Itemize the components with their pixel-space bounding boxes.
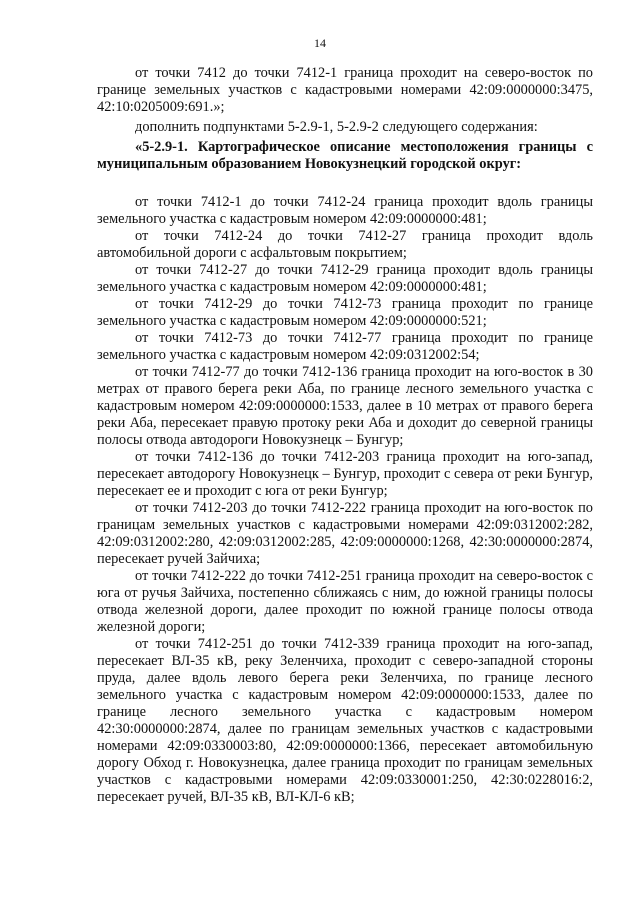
paragraph-segment-4: от точки 7412-29 до точки 7412-73 граница проходит по границе земельного участка с кадастровым номером 42:09:0000000:521;	[97, 296, 593, 329]
paragraph-segment-2: от точки 7412-24 до точки 7412-27 граница проходит вдоль автомобильной дороги с асфальтовым покрытием;	[97, 228, 593, 261]
paragraph-segment-1: от точки 7412-1 до точки 7412-24 граница проходит вдоль границы земельного участка с кадастровым номером 42:09:0000000:481;	[97, 194, 593, 227]
paragraph-segment-8: от точки 7412-203 до точки 7412-222 граница проходит на юго-восток по границам земельных участков с кадастровыми номерами 42:09:0312002:282, 42:09:0312002:280, 42:09:0312002:285, 42:09:0000000:1268, 42:30:0000000:2874, пересекает ручей Зайчиха;	[97, 500, 593, 567]
paragraph-segment-6: от точки 7412-77 до точки 7412-136 граница проходит на юго-восток в 30 метрах от правого берега реки Аба, по границе лесного земельного участка с кадастровым номером 42:09:0000000:1533, далее в 10 метрах от правого берега реки Аба, пересекает правую протоку реки Аба и доходит до северной границы полосы отвода автодороги Новокузнецк – Бунгур;	[97, 364, 593, 448]
paragraph-boundary-7412: от точки 7412 до точки 7412-1 граница проходит на северо-восток по границе земельных участков с кадастровыми номерами 42:09:0000000:3475, 42:10:0205009:691.»;	[97, 65, 593, 115]
section-heading-5-2-9-1: «5-2.9-1. Картографическое описание местоположения границы с муниципальным образованием Новокузнецкий городской округ:	[97, 139, 593, 172]
document-body	[97, 65, 593, 806]
paragraph-segment-7: от точки 7412-136 до точки 7412-203 граница проходит на юго-запад, пересекает автодорогу Новокузнецк – Бунгур, проходит с севера от реки Бунгур, пересекает ее и проходит с юга от реки Бунгур;	[97, 449, 593, 499]
page-number: 14	[314, 36, 326, 50]
paragraph-segment-9: от точки 7412-222 до точки 7412-251 граница проходит на северо-восток с юга от ручья Зайчиха, постепенно сближаясь с ним, до южной границы полосы отвода железной дороги, далее проходит по южной границе полосы отвода железной дороги;	[97, 568, 593, 635]
paragraph-segment-5: от точки 7412-73 до точки 7412-77 граница проходит по границе земельного участка с кадастровым номером 42:09:0312002:54;	[97, 330, 593, 363]
paragraph-amendment-intro: дополнить подпунктами 5-2.9-1, 5-2.9-2 следующего содержания:	[135, 119, 538, 135]
paragraph-segment-3: от точки 7412-27 до точки 7412-29 граница проходит вдоль границы земельного участка с кадастровым номером 42:09:0000000:481;	[97, 262, 593, 295]
paragraph-segment-10: от точки 7412-251 до точки 7412-339 граница проходит на юго-запад, пересекает ВЛ-35 кВ, реку Зеленчиха, проходит с северо-западной стороны пруда, далее вдоль левого берега реки Зеленчиха, по границе лесного земельного участка с кадастровым номером 42:09:0000000:1533, далее по границе лесного земельного участка с кадастровым номером 42:30:0000000:2874, далее по границам земельных участков с кадастровыми номерами 42:09:0330003:80, 42:09:0000000:1366, пересекает автомобильную дорогу Обход г. Новокузнецка, далее граница проходит по границам земельных участков с кадастровыми номерами 42:09:0330001:250, 42:30:0228016:2, пересекает ручей, ВЛ-35 кВ, ВЛ-КЛ-6 кВ;	[97, 636, 593, 805]
